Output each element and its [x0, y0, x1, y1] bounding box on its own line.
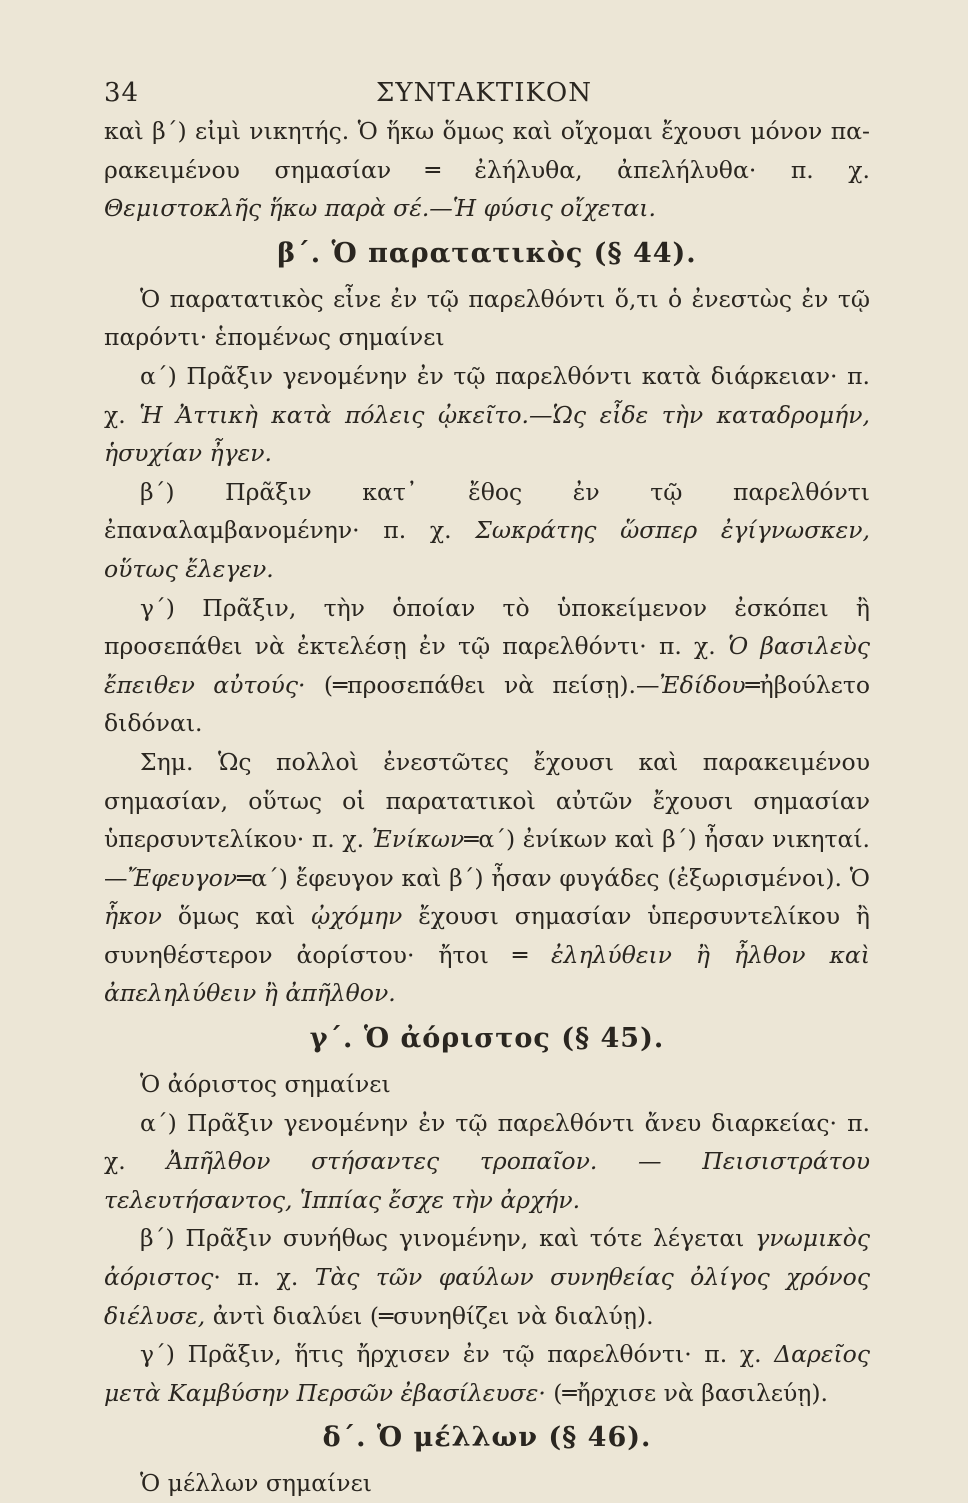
gloss: ═ἠβούλετο διδόναι. [104, 670, 870, 738]
paragraph [104, 589, 870, 743]
intro-paragraph [104, 112, 870, 228]
note-text: ἔχουσι σημασίαν ὑπερσυντελίκου ἢ συνηθέστερον ἀορίστου· ἤτοι ═ [104, 902, 870, 969]
gloss: (═ἤρχισε νὰ βασιλεύῃ). [545, 1378, 829, 1407]
example-text: Τὰς τῶν φαύλων συνηθείας ὀλίγος χρόνος διέλυσε, [104, 1263, 870, 1330]
example-text: ἐληλύθειν ἢ ἦλθον καὶ ἀπεληλύθειν ἢ ἀπῆλθον. [104, 940, 870, 1008]
page-header [104, 74, 864, 114]
gloss: ἀντὶ διαλύει (═συνηθίζει νὰ διαλύῃ). [205, 1301, 654, 1330]
example-text: Δαρεῖος μετὰ Καμβύσην Περσῶν ἐβασίλευσε· [104, 1340, 870, 1407]
example-text: ἧκον [104, 902, 162, 931]
note-text: ὅμως καὶ [161, 902, 312, 931]
gloss: (═προσεπάθει νὰ πείσῃ).— [305, 670, 660, 699]
running-title: ΣΥΝΤΑΚΤΙΚΟΝ [376, 78, 592, 108]
page-number: 34 [104, 78, 140, 108]
example-text: Σωκράτης ὥσπερ ἐγίγνωσκεν, οὕτως ἔλεγεν. [104, 516, 871, 583]
term-text: γνωμικὸς ἀόριστος [104, 1224, 870, 1292]
intro-text: ρακειμένου σημασίαν ═ ἐλήλυθα, ἀπελήλυθα· π. χ. [104, 155, 870, 184]
note-text: Σημ. Ὡς πολλοὶ ἐνεστῶτες ἔχουσι καὶ παρακειμένου σημασίαν, οὕτως οἱ παρατατικοὶ αὐτῶν ἔχουσι σημασίαν ὑπερσυντελίκου· π. χ. [104, 747, 870, 854]
item-label: β΄) Πρᾶξιν συνήθως γινομένην, καὶ τότε λέγεται [140, 1224, 756, 1253]
example-text: Ἐδίδου [659, 670, 746, 699]
item-label: β΄) Πρᾶξιν κατ᾿ ἔθος ἐν τῷ παρελθόντι ἐπαναλαμβανομένην· π. χ. [104, 477, 870, 545]
note-text: ═α΄) ἐνίκων καὶ β΄) ἦσαν νικηταί.— [104, 825, 871, 892]
paragraph [104, 473, 870, 589]
item-label: · π. χ. [213, 1263, 315, 1292]
item-label: α΄) Πρᾶξιν γενομένην ἐν τῷ παρελθόντι κατὰ διάρκειαν· π. χ. [104, 361, 870, 429]
example-text: Ἐνίκων [371, 825, 465, 854]
intro-term: Ὁ ἥκω ὅμως καὶ οἴχομαι [357, 117, 653, 145]
paragraph [104, 1104, 870, 1220]
paragraph [104, 357, 870, 473]
paragraph: Ὁ παρατατικὸς εἶνε ἐν τῷ παρελθόντι ὅ,τι ὁ ἐνεστὼς ἐν τῷ παρόντι· ἑπομένως σημαίνει [104, 284, 870, 352]
note-paragraph [104, 743, 870, 1013]
section-heading-imperfect: β΄. Ὁ παρατατικὸς (§ 44). [277, 237, 697, 269]
paragraph: Ὁ μέλλων σημαίνει [140, 1469, 372, 1498]
section-heading-future: δ΄. Ὁ μέλλων (§ 46). [322, 1422, 652, 1454]
paragraph [104, 1335, 870, 1412]
example-text: Ἀπῆλθον στήσαντες τροπαῖον. — Πεισιστράτου τελευτήσαντος, Ἱππίας ἔσχε τὴν ἀρχήν. [104, 1147, 870, 1214]
paragraph [104, 1219, 870, 1335]
example-text: Θεμιστοκλῆς [104, 194, 262, 223]
example-text: Ὁ βασιλεὺς ἔπειθεν αὐτούς· [104, 632, 870, 699]
section-heading-aorist: γ΄. Ὁ ἀόριστος (§ 45). [309, 1023, 665, 1055]
note-text: ═α΄) ἔφευγον καὶ β΄) ἦσαν φυγάδες (ἐξωρισμένοι). Ὁ [237, 863, 870, 892]
item-label: α΄) Πρᾶξιν γενομένην ἐν τῷ παρελθόντι ἄνευ διαρκείας· π. χ. [104, 1108, 870, 1176]
page-body [104, 112, 870, 1503]
paragraph: Ὁ ἀόριστος σημαίνει [140, 1070, 391, 1099]
intro-text: ἔχουσι μόνον πα- [652, 117, 870, 145]
example-text: ἥκω παρὰ σέ.—Ἡ φύσις οἴχεται. [268, 194, 656, 223]
intro-text: καὶ β΄) εἰμὶ νικητής. [104, 117, 358, 145]
example-text: ᾠχόμην [311, 902, 403, 931]
example-text: Ἡ Ἀττικὴ κατὰ πόλεις ᾠκεῖτο.—Ὡς εἶδε τὴν καταδρομήν, ἡσυχίαν ἦγεν. [104, 400, 870, 468]
example-text: Ἔφευγον [127, 863, 238, 892]
item-label: γ΄) Πρᾶξιν, ἥτις ἤρχισεν ἐν τῷ παρελθόντι· π. χ. [140, 1340, 775, 1369]
item-label: γ΄) Πρᾶξιν, τὴν ὁποίαν τὸ ὑποκείμενον ἐσκόπει ἢ προσεπάθει νὰ ἐκτελέσῃ ἐν τῷ παρελθόντι· π. χ. [104, 593, 870, 661]
